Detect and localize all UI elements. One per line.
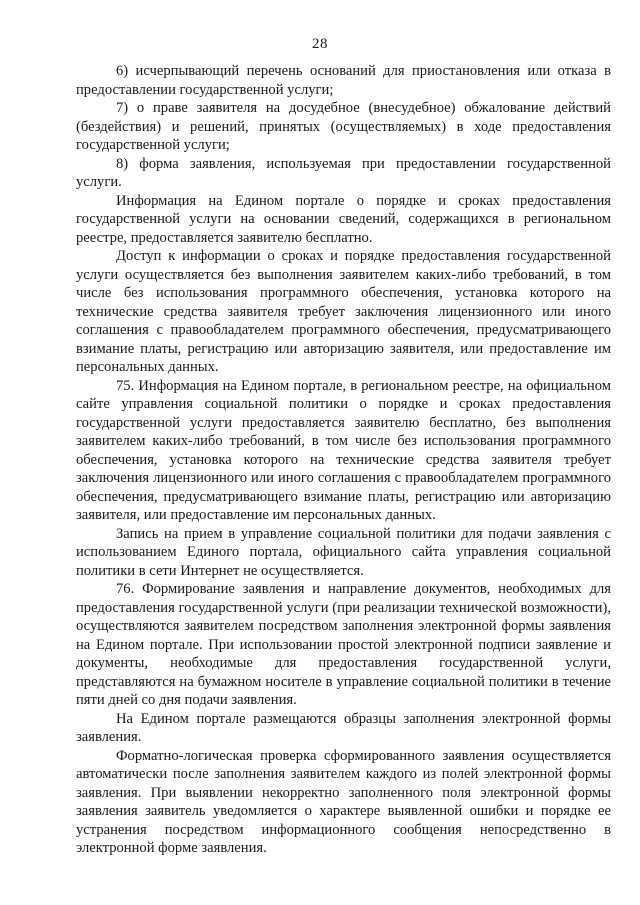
paragraph-clause-75: 75. Информация на Едином портале, в региональном реестре, на официальном сайте управления социальной политики о порядке и сроках предоставления государственной услуги предоставляется заявителю бесплатно, без выполнения заявителем каких-либо требований, в том числе без использования программного обеспечения, установка которого на технические средства заявителя требует заключения лицензионного или иного соглашения с правообладателем программного обеспечения, предусматривающего взимание платы, регистрацию или авторизацию заявителя, или предоставление им персональных данных.: [76, 377, 611, 523]
page-number: 28: [312, 36, 328, 52]
paragraph-item-7: 7) о праве заявителя на досудебное (внесудебное) обжалование действий (бездействия) и решений, принятых (осуществляемых) в ходе предоставления государственной услуги;: [76, 100, 611, 153]
paragraph-item-8: 8) форма заявления, используемая при предоставлении государственной услуги.: [76, 155, 611, 190]
paragraph-samples: На Едином портале размещаются образцы заполнения электронной формы заявления.: [76, 710, 611, 745]
paragraph-portal-info: Информация на Едином портале о порядке и сроках предоставления государственной услуги на основании сведений, содержащихся в региональном реестре, предоставляется заявителю бесплатно.: [76, 192, 611, 246]
paragraph-appointment: Запись на прием в управление социальной политики для подачи заявления с использованием Единого портала, официального сайта управления социальной политики в сети Интернет не осуществляется.: [76, 525, 611, 579]
paragraph-item-6: 6) исчерпывающий перечень оснований для приостановления или отказа в предоставлении государственной услуги;: [76, 63, 611, 98]
paragraph-access-info: Доступ к информации о сроках и порядке предоставления государственной услуги осуществляется без выполнения заявителем каких-либо требований, в том числе без использования программного обеспечения, установка которого на технические средства заявителя требует заключения лицензионного или иного соглашения с правообладателем программного обеспечения, предусматривающего взимание платы, регистрацию или авторизацию заявителя, или предоставление им персональных данных.: [76, 248, 611, 375]
document-body: [76, 62, 611, 858]
paragraph-validation: Форматно-логическая проверка сформированного заявления осуществляется автоматически после заполнения заявителем каждого из полей электронной формы заявления. При выявлении некорректно заполненного поля электронной формы заявления заявитель уведомляется о характере выявленной ошибки и порядке ее устранения посредством информационного сообщения непосредственно в электронной форме заявления.: [76, 747, 611, 856]
paragraph-clause-76: 76. Формирование заявления и направление документов, необходимых для предоставления государственной услуги (при реализации технической возможности), осуществляются заявителем посредством заполнения электронной формы заявления на Едином портале. При использовании простой электронной подписи заявление и документы, необходимые для предоставления государственной услуги, представляются на бумажном носителе в управление социальной политики в течение пяти дней со дня подачи заявления.: [76, 581, 611, 708]
